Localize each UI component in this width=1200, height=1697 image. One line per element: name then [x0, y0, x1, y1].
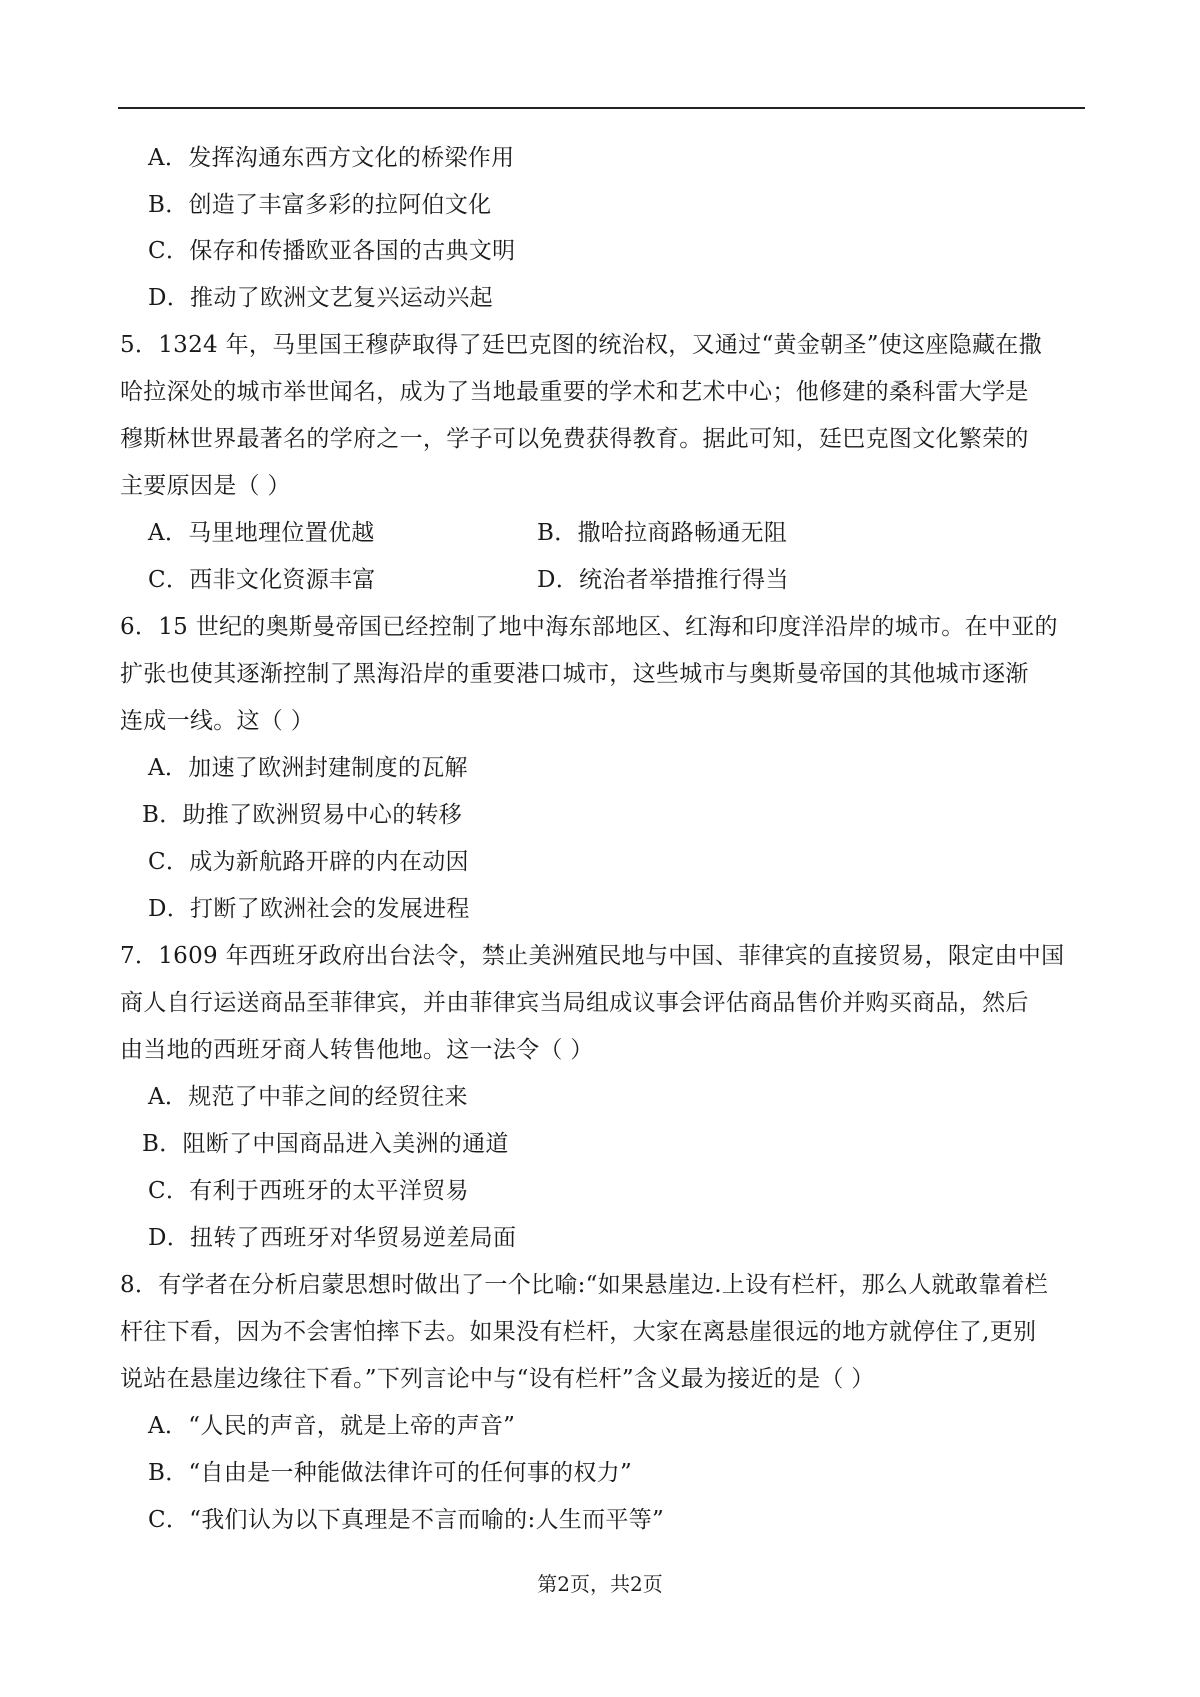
q4-option-a: A．发挥沟通东西方文化的桥梁作用: [148, 145, 515, 171]
q5-stem-line-1: 5．1324 年，马里国王穆萨取得了廷巴克图的统治权，又通过“黄金朝圣”使这座隐藏在撒: [120, 332, 1042, 358]
q8-option-c: C．“我们认为以下真理是不言而喻的:人生而平等”: [148, 1507, 665, 1533]
q6-stem-line-3: 连成一线。这（ ）: [120, 708, 315, 734]
q5-stem-line-2: 哈拉深处的城市举世闻名，成为了当地最重要的学术和艺术中心；他修建的桑科雷大学是: [120, 379, 1029, 405]
q8-stem-line-3: 说站在悬崖边缘往下看。”下列言论中与“设有栏杆”含义最为接近的是（ ）: [120, 1366, 875, 1392]
q8-stem-line-1: 8．有学者在分析启蒙思想时做出了一个比喻:“如果悬崖边.上设有栏杆，那么人就敢靠着栏: [120, 1272, 1049, 1298]
page-footer: 第2页，共2页: [537, 1572, 663, 1596]
q5-option-c: C．西非文化资源丰富: [148, 567, 376, 593]
q6-option-c: C．成为新航路开辟的内在动因: [148, 849, 469, 875]
q5-option-d: D．统治者举措推行得当: [537, 567, 789, 593]
q6-option-b: B．助推了欧洲贸易中心的转移: [142, 802, 463, 828]
q5-option-b: B．撒哈拉商路畅通无阻: [537, 520, 788, 546]
q6-stem-line-1: 6．15 世纪的奥斯曼帝国已经控制了地中海东部地区、红海和印度洋沿岸的城市。在中亚的: [120, 614, 1058, 640]
q5-stem-line-3: 穆斯林世界最著名的学府之一，学子可以免费获得教育。据此可知，廷巴克图文化繁荣的: [120, 426, 1029, 452]
q7-option-a: A．规范了中菲之间的经贸往来: [148, 1084, 468, 1110]
header-rule: [118, 107, 1085, 109]
q8-option-a: A．“人民的声音，就是上帝的声音”: [148, 1413, 516, 1439]
q6-stem-line-2: 扩张也使其逐渐控制了黑海沿岸的重要港口城市，这些城市与奥斯曼帝国的其他城市逐渐: [120, 661, 1029, 687]
q4-option-b: B．创造了丰富多彩的拉阿伯文化: [148, 192, 492, 218]
q5-option-a: A．马里地理位置优越: [148, 520, 375, 546]
q8-option-b: B．“自由是一种能做法律许可的任何事的权力”: [148, 1460, 633, 1486]
q7-option-b: B．阻断了中国商品进入美洲的通道: [142, 1131, 509, 1157]
q6-option-d: D．打断了欧洲社会的发展进程: [148, 896, 470, 922]
q5-stem-line-4: 主要原因是（ ）: [120, 473, 291, 499]
q7-stem-line-3: 由当地的西班牙商人转售他地。这一法令（ ）: [120, 1037, 594, 1063]
q6-option-a: A．加速了欧洲封建制度的瓦解: [148, 755, 468, 781]
q8-stem-line-2: 杆往下看，因为不会害怕摔下去。如果没有栏杆，大家在离悬崖很远的地方就停住了,更别: [120, 1319, 1037, 1345]
q7-option-c: C．有利于西班牙的太平洋贸易: [148, 1178, 469, 1204]
q7-stem-line-1: 7．1609 年西班牙政府出台法令，禁止美洲殖民地与中国、菲律宾的直接贸易，限定由中国: [120, 943, 1065, 969]
q4-option-d: D．推动了欧洲文艺复兴运动兴起: [148, 285, 493, 311]
q4-option-c: C．保存和传播欧亚各国的古典文明: [148, 238, 516, 264]
q7-stem-line-2: 商人自行运送商品至菲律宾，并由菲律宾当局组成议事会评估商品售价并购买商品，然后: [120, 990, 1029, 1016]
q7-option-d: D．扭转了西班牙对华贸易逆差局面: [148, 1225, 517, 1251]
